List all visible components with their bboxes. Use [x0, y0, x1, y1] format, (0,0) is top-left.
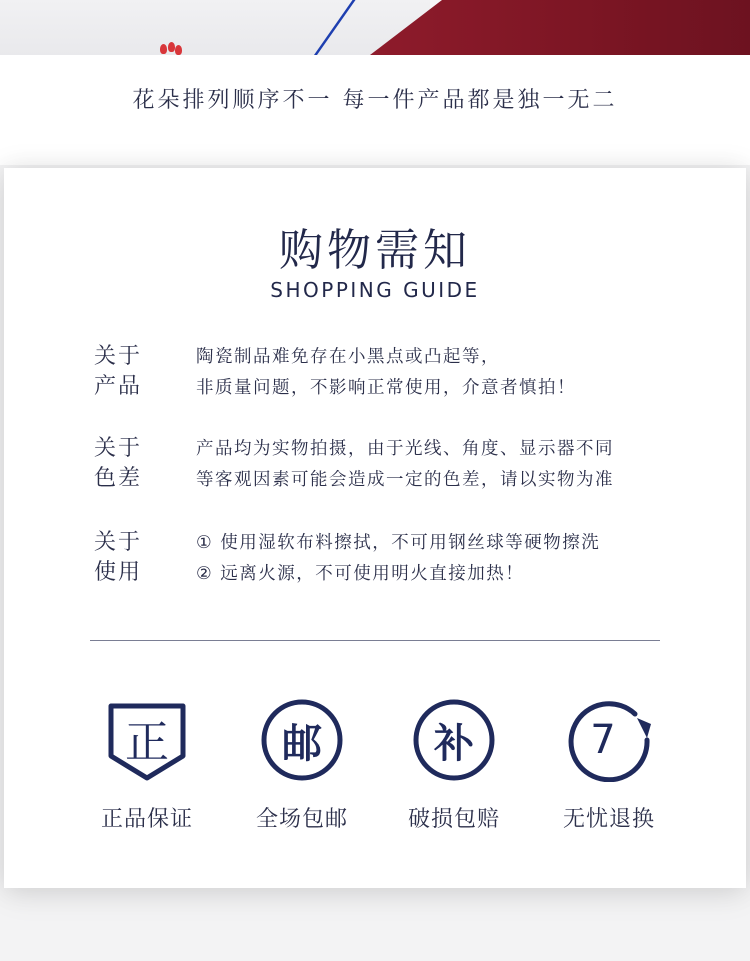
badge-caption: 全场包邮	[255, 807, 348, 832]
section-label	[94, 434, 154, 494]
badge-genuine	[87, 698, 207, 833]
section-label-line: 关于	[94, 530, 143, 555]
seven-day-return-icon	[567, 698, 651, 782]
badge-caption: 正品保证	[100, 807, 193, 832]
badge-caption: 破损包赔	[407, 807, 500, 832]
section-label-line: 产品	[94, 374, 143, 399]
tagline-band	[0, 55, 750, 165]
section-text-line: ② 远离火源，不可使用明火直接加热！	[196, 564, 525, 584]
section-label	[94, 342, 154, 402]
badge-free-shipping	[242, 698, 362, 833]
section-label-line: 关于	[94, 436, 143, 461]
section-label-line: 色差	[94, 466, 143, 491]
section-label-line: 关于	[94, 344, 143, 369]
badge-easy-return	[549, 698, 669, 833]
section-text-line: 非质量问题，不影响正常使用，介意者慎拍！	[196, 378, 576, 398]
section-text	[196, 434, 666, 496]
badge-glyph: 补	[434, 720, 474, 767]
section-text-line: 陶瓷制品难免存在小黑点或凸起等，	[196, 347, 500, 367]
guide-subtitle: SHOPPING GUIDE	[270, 278, 480, 302]
section-text	[196, 342, 666, 404]
badge-damage-compensation	[394, 698, 514, 833]
section-label	[94, 528, 154, 588]
shield-icon	[105, 698, 189, 782]
badge-glyph: 邮	[282, 720, 322, 767]
badge-caption: 无忧退换	[562, 807, 655, 832]
product-photo-strip	[0, 0, 750, 55]
section-text-line: 产品均为实物拍摄，由于光线、角度、显示器不同	[196, 439, 614, 459]
compensate-circle-icon	[412, 698, 496, 782]
photo-white-cloth	[0, 0, 430, 55]
mail-circle-icon	[260, 698, 344, 782]
section-label-line: 使用	[94, 560, 143, 585]
section-text-line: ① 使用湿软布料擦拭，不可用钢丝球等硬物擦洗	[196, 533, 601, 553]
shopping-guide-card	[4, 168, 746, 888]
guide-title: 购物需知	[279, 225, 471, 276]
section-text	[196, 528, 666, 590]
badge-glyph: 7	[590, 717, 616, 763]
service-badges	[4, 698, 746, 838]
tagline: 花朵排列顺序不一 每一件产品都是独一无二	[132, 88, 618, 113]
section-text-line: 等客观因素可能会造成一定的色差，请以实物为准	[196, 470, 614, 490]
flower-pattern	[160, 42, 182, 54]
divider	[90, 640, 660, 641]
badge-glyph: 正	[125, 717, 169, 768]
